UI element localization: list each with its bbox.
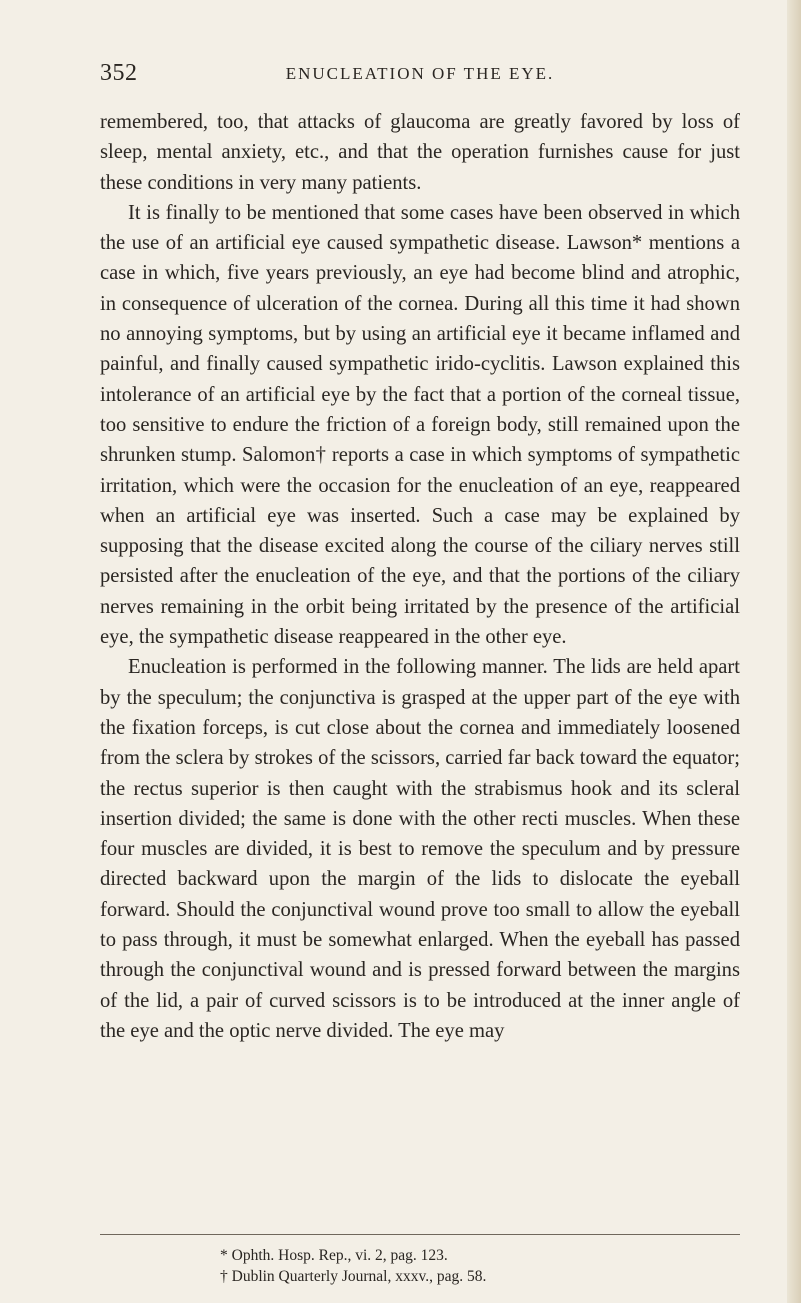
page-number: 352 bbox=[100, 60, 138, 86]
body-text bbox=[100, 107, 740, 1046]
paragraph-continuation: remembered, too, that attacks of glaucoma are greatly favored by loss of sleep, mental anxiety, etc., and that the operation furnishes cause for just these conditions in very many patients. bbox=[100, 111, 740, 194]
footnote-salomon: † Dublin Quarterly Journal, xxxv., pag. 58. bbox=[220, 1268, 487, 1285]
page-edge-shadow bbox=[787, 0, 801, 1303]
paragraph-artificial-eye-cases: It is finally to be mentioned that some cases have been observed in which the use of an artificial eye caused sympathetic disease. Lawson* mentions a case in which, five years previously, an eye had become blind and atrophic, in consequence of ulceration of the cornea. During all this time it had shown no annoying symptoms, but by using an artificial eye it became inflamed and painful, and finally caused sympathetic irido-cyclitis. Lawson explained this intolerance of an artificial eye by the fact that a portion of the corneal tissue, too sensitive to endure the friction of a foreign body, still remained upon the shrunken stump. Salomon† reports a case in which symptoms of sympathetic irritation, which were the occasion for the enucleation of an eye, reappeared when an artificial eye was inserted. Such a case may be explained by supposing that the disease excited along the course of the ciliary nerves still persisted after the enucleation of the eye, and that the portions of the ciliary nerves remaining in the orbit being irritated by the presence of the artificial eye, the sympathetic disease reappeared in the other eye. bbox=[100, 201, 740, 649]
running-head: ENUCLEATION OF THE EYE. bbox=[285, 64, 555, 83]
paragraph-enucleation-procedure: Enucleation is performed in the following manner. The lids are held apart by the speculum; the conjunctiva is grasped at the upper part of the eye with the fixation forceps, is cut close about the cornea and immediately loosened from the sclera by strokes of the scissors, carried far back toward the equator; the rectus superior is then caught with the strabismus hook and its scleral insertion divided; the same is done with the other recti muscles. When these four muscles are divided, it is best to remove the speculum and by pressure directed backward upon the margin of the lids to dislocate the eyeball forward. Should the conjunctival wound prove too small to allow the eyeball to pass through, it must be somewhat enlarged. When the eyeball has passed through the conjunctival wound and is pressed forward between the margins of the lid, a pair of curved scissors is to be introduced at the inner angle of the eye and the optic nerve divided. The eye may bbox=[100, 656, 740, 1042]
footnotes bbox=[100, 1245, 740, 1287]
footnote-rule bbox=[100, 1234, 740, 1235]
page-header bbox=[100, 60, 740, 90]
footnote-lawson: * Ophth. Hosp. Rep., vi. 2, pag. 123. bbox=[220, 1247, 448, 1264]
